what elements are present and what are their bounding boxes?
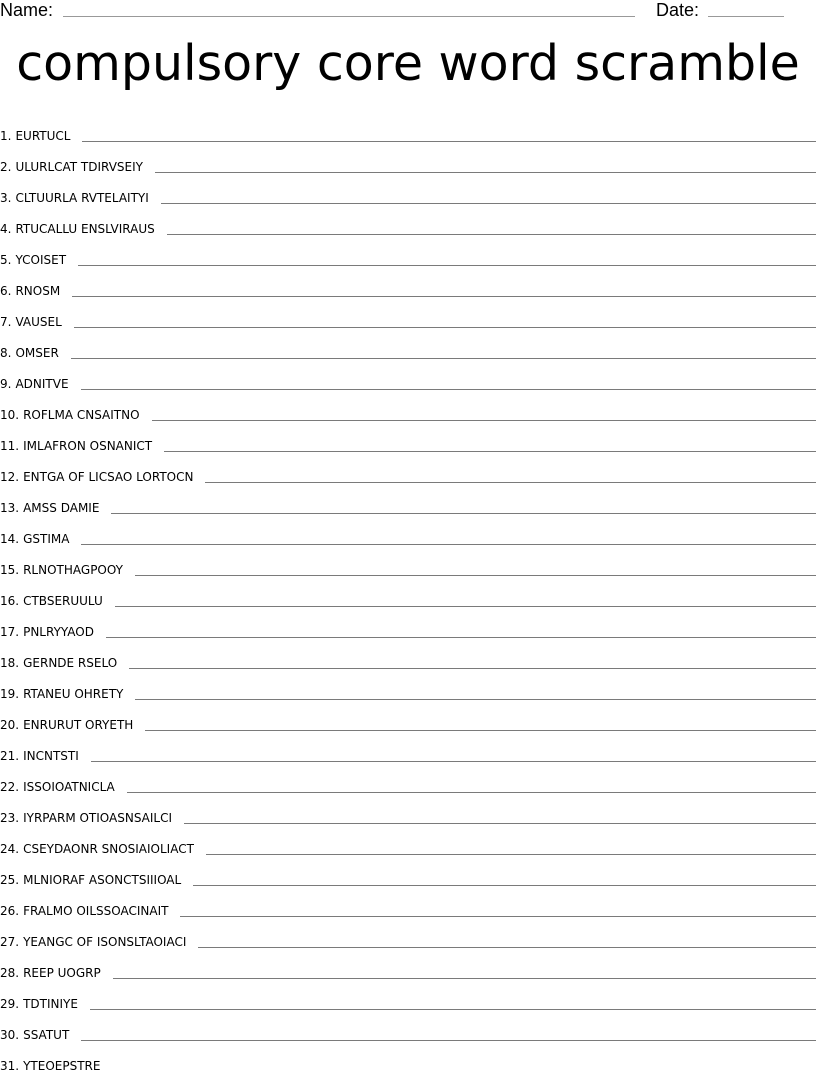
list-item	[0, 918, 816, 949]
list-item	[0, 174, 816, 205]
item-number: 4.	[0, 222, 12, 236]
answer-line[interactable]	[180, 916, 816, 917]
list-item	[0, 484, 816, 515]
item-number: 25.	[0, 873, 20, 887]
scrambled-word: GERNDE RSELO	[23, 656, 118, 670]
item-number: 3.	[0, 191, 12, 205]
scrambled-word: PNLRYYAOD	[23, 625, 94, 639]
item-number: 11.	[0, 439, 20, 453]
scrambled-word: AMSS DAMIE	[23, 501, 100, 515]
list-item	[0, 701, 816, 732]
answer-line[interactable]	[164, 451, 816, 452]
scrambled-word: YCOISET	[15, 253, 67, 267]
item-number: 12.	[0, 470, 20, 484]
answer-line[interactable]	[90, 1009, 816, 1010]
item-number: 10.	[0, 408, 20, 422]
item-number: 19.	[0, 687, 20, 701]
list-item	[0, 1042, 816, 1073]
list-item	[0, 143, 816, 174]
list-item	[0, 205, 816, 236]
item-number: 28.	[0, 966, 20, 980]
list-item	[0, 887, 816, 918]
scrambled-word: EURTUCL	[15, 129, 71, 143]
scrambled-word: ENTGA OF LICSAO LORTOCN	[23, 470, 194, 484]
scrambled-word: ROFLMA CNSAITNO	[23, 408, 140, 422]
answer-line[interactable]	[152, 420, 816, 421]
answer-line[interactable]	[111, 513, 816, 514]
scrambled-word: CLTUURLA RVTELAITYI	[15, 191, 149, 205]
scrambled-word: ADNITVE	[15, 377, 69, 391]
list-item	[0, 639, 816, 670]
list-item	[0, 422, 816, 453]
item-number: 9.	[0, 377, 12, 391]
list-item	[0, 112, 816, 143]
list-item	[0, 763, 816, 794]
answer-line[interactable]	[106, 637, 816, 638]
list-item	[0, 298, 816, 329]
item-number: 27.	[0, 935, 20, 949]
scrambled-word: RNOSM	[15, 284, 61, 298]
name-field[interactable]	[63, 16, 635, 17]
answer-line[interactable]	[72, 296, 816, 297]
scrambled-word: IMLAFRON OSNANICT	[23, 439, 153, 453]
item-number: 17.	[0, 625, 20, 639]
list-item	[0, 329, 816, 360]
answer-line[interactable]	[129, 668, 816, 669]
scrambled-word: RTUCALLU ENSLVIRAUS	[15, 222, 155, 236]
scrambled-word: YEANGC OF ISONSLTAOIACI	[23, 935, 187, 949]
item-number: 26.	[0, 904, 20, 918]
item-number: 2.	[0, 160, 12, 174]
item-number: 18.	[0, 656, 20, 670]
list-item	[0, 1011, 816, 1042]
answer-line[interactable]	[82, 141, 816, 142]
scrambled-word: ENRURUT ORYETH	[23, 718, 134, 732]
answer-line[interactable]	[81, 1040, 816, 1041]
scrambled-word: REEP UOGRP	[23, 966, 101, 980]
item-number: 31.	[0, 1059, 20, 1073]
item-number: 7.	[0, 315, 12, 329]
scrambled-word: CTBSERUULU	[23, 594, 103, 608]
answer-line[interactable]	[155, 172, 816, 173]
scrambled-word: OMSER	[15, 346, 59, 360]
item-number: 29.	[0, 997, 20, 1011]
scrambled-word: MLNIORAF ASONCTSIIIOAL	[23, 873, 182, 887]
list-item	[0, 732, 816, 763]
scrambled-word: SSATUT	[23, 1028, 70, 1042]
list-item	[0, 267, 816, 298]
scrambled-word: RLNOTHAGPOOY	[23, 563, 123, 577]
answer-line[interactable]	[115, 606, 816, 607]
answer-line[interactable]	[91, 761, 816, 762]
list-item	[0, 794, 816, 825]
list-item	[0, 949, 816, 980]
item-number: 15.	[0, 563, 20, 577]
answer-line[interactable]	[161, 203, 816, 204]
answer-line[interactable]	[81, 389, 816, 390]
page-title: compulsory core word scramble	[16, 35, 800, 92]
answer-line[interactable]	[135, 699, 816, 700]
scrambled-word: RTANEU OHRETY	[23, 687, 124, 701]
item-number: 23.	[0, 811, 20, 825]
scrambled-word: CSEYDAONR SNOSIAIOLIACT	[23, 842, 194, 856]
item-number: 14.	[0, 532, 20, 546]
list-item	[0, 608, 816, 639]
scrambled-word: ULURLCAT TDIRVSEIY	[15, 160, 143, 174]
list-item	[0, 453, 816, 484]
date-field[interactable]	[708, 16, 784, 17]
scrambled-word: TDTINIYE	[23, 997, 78, 1011]
date-label: Date:	[656, 0, 700, 20]
answer-line[interactable]	[167, 234, 816, 235]
list-item	[0, 391, 816, 422]
answer-line[interactable]	[74, 327, 816, 328]
list-item	[0, 825, 816, 856]
answer-line[interactable]	[127, 792, 816, 793]
worksheet-header	[0, 0, 816, 22]
list-item	[0, 546, 816, 577]
scrambled-word: ISSOIOATNICLA	[23, 780, 115, 794]
item-number: 20.	[0, 718, 20, 732]
scramble-list	[0, 112, 816, 1073]
answer-line[interactable]	[113, 978, 816, 979]
answer-line[interactable]	[145, 730, 816, 731]
item-number: 5.	[0, 253, 12, 267]
item-number: 1.	[0, 129, 12, 143]
list-item	[0, 856, 816, 887]
list-item	[0, 670, 816, 701]
item-number: 21.	[0, 749, 20, 763]
name-label: Name:	[0, 0, 54, 20]
item-number: 24.	[0, 842, 20, 856]
item-number: 22.	[0, 780, 20, 794]
scrambled-word: GSTIMA	[23, 532, 70, 546]
answer-line[interactable]	[71, 358, 816, 359]
item-number: 8.	[0, 346, 12, 360]
list-item	[0, 360, 816, 391]
list-item	[0, 980, 816, 1011]
answer-line[interactable]	[206, 854, 816, 855]
answer-line[interactable]	[198, 947, 816, 948]
answer-line[interactable]	[135, 575, 816, 576]
item-number: 6.	[0, 284, 12, 298]
answer-line[interactable]	[205, 482, 816, 483]
scrambled-word: FRALMO OILSSOACINAIT	[23, 904, 169, 918]
scrambled-word: INCNTSTI	[23, 749, 79, 763]
item-number: 16.	[0, 594, 20, 608]
list-item	[0, 236, 816, 267]
scrambled-word: VAUSEL	[15, 315, 62, 329]
answer-line[interactable]	[193, 885, 816, 886]
item-number: 30.	[0, 1028, 20, 1042]
scrambled-word: YTEOEPSTRE	[23, 1059, 101, 1073]
list-item	[0, 577, 816, 608]
answer-line[interactable]	[81, 544, 816, 545]
answer-line[interactable]	[78, 265, 816, 266]
list-item	[0, 515, 816, 546]
answer-line[interactable]	[184, 823, 816, 824]
item-number: 13.	[0, 501, 20, 515]
scrambled-word: IYRPARM OTIOASNSAILCI	[23, 811, 173, 825]
